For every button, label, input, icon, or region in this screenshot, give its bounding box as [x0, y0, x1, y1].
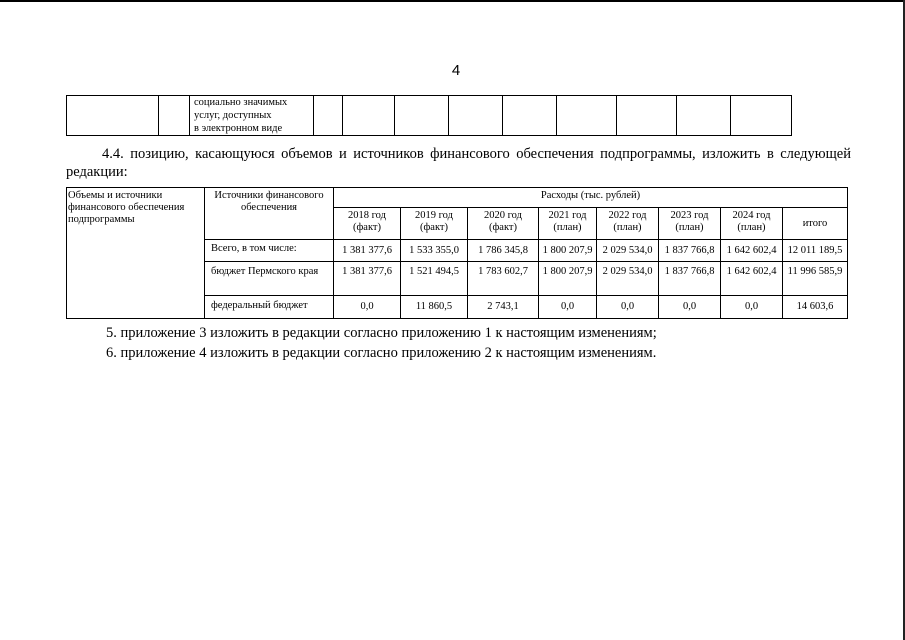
col1-header: Объемы и источники финансового обеспечения подпрограммы	[67, 188, 205, 319]
table-cell: 12 011 189,5	[783, 240, 848, 262]
page-number: 4	[451, 62, 461, 79]
page-top-border	[0, 0, 905, 2]
table-row	[67, 96, 792, 136]
year-header: 2021 год (план)	[539, 208, 597, 240]
table-cell: 1 800 207,9	[539, 240, 597, 262]
table-cell: 0,0	[334, 296, 401, 319]
top-table-text-cell	[190, 96, 314, 136]
financing-table	[66, 187, 848, 319]
top-table-line: социально значимых	[194, 97, 288, 108]
table-cell: 1 837 766,8	[659, 240, 721, 262]
table-cell: 2 029 534,0	[597, 262, 659, 296]
top-table-line: в электронном виде	[194, 123, 283, 134]
table-row	[67, 188, 848, 208]
item-6-text: 6. приложение 4 изложить в редакции согласно приложению 2 к настоящим изменениям.	[106, 345, 657, 361]
table-cell: 1 521 494,5	[401, 262, 468, 296]
year-header: 2022 год (план)	[597, 208, 659, 240]
table-cell: 0,0	[721, 296, 783, 319]
year-header: 2024 год (план)	[721, 208, 783, 240]
source-label: федеральный бюджет	[205, 296, 334, 319]
table-cell: 1 381 377,6	[334, 262, 401, 296]
table-cell: 1 837 766,8	[659, 262, 721, 296]
paragraph-4-4: 4.4. позицию, касающуюся объемов и источников финансового обеспечения подпрограммы, изложить в следующей редакции:	[66, 146, 851, 180]
top-table-fragment	[66, 95, 792, 136]
item-5-text: 5. приложение 3 изложить в редакции согласно приложению 1 к настоящим изменениям;	[106, 325, 657, 341]
table-cell: 14 603,6	[783, 296, 848, 319]
table-cell: 2 743,1	[468, 296, 539, 319]
table-cell: 1 642 602,4	[721, 262, 783, 296]
table-cell: 1 533 355,0	[401, 240, 468, 262]
table-cell: 1 642 602,4	[721, 240, 783, 262]
year-header: 2018 год (факт)	[334, 208, 401, 240]
table-cell: 0,0	[539, 296, 597, 319]
col2-header: Источники финансового обеспечения	[205, 188, 334, 240]
expenses-header: Расходы (тыс. рублей)	[334, 188, 848, 208]
source-label: бюджет Пермского края	[205, 262, 334, 296]
source-label: Всего, в том числе:	[205, 240, 334, 262]
year-header: 2023 год (план)	[659, 208, 721, 240]
year-header: 2019 год (факт)	[401, 208, 468, 240]
table-cell: 1 800 207,9	[539, 262, 597, 296]
total-header: итого	[783, 208, 848, 240]
top-table-line: услуг, доступных	[194, 110, 272, 121]
table-cell: 11 860,5	[401, 296, 468, 319]
table-cell: 0,0	[597, 296, 659, 319]
table-cell: 2 029 534,0	[597, 240, 659, 262]
table-cell: 1 381 377,6	[334, 240, 401, 262]
year-header: 2020 год (факт)	[468, 208, 539, 240]
table-cell: 11 996 585,9	[783, 262, 848, 296]
table-cell: 1 786 345,8	[468, 240, 539, 262]
table-cell: 0,0	[659, 296, 721, 319]
table-cell: 1 783 602,7	[468, 262, 539, 296]
